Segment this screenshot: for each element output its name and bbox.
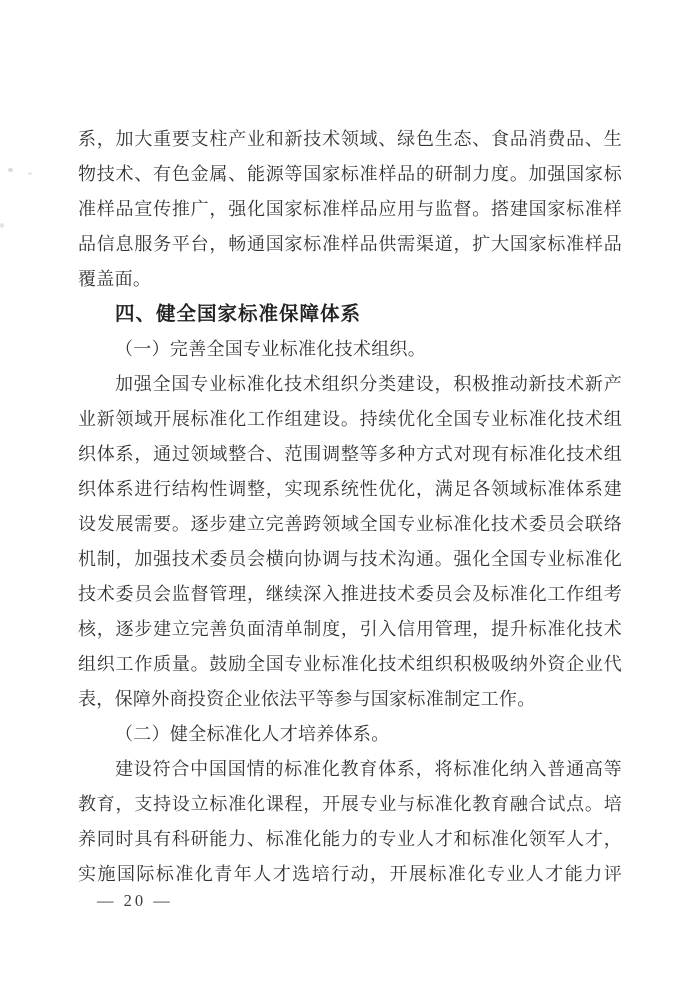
text-line: 建设符合中国国情的标准化教育体系，将标准化纳入普通高等 xyxy=(115,759,622,779)
text-line: 组织工作质量。鼓励全国专业标准化技术组织积极吸纳外资企业代 xyxy=(78,654,622,674)
subsection-heading-2: （二）健全标准化人才培养体系。 xyxy=(115,724,390,744)
text-line: 技术委员会监督管理，继续深入推进技术委员会及标准化工作组考 xyxy=(78,584,622,604)
text-line: 教育，支持设立标准化课程，开展专业与标准化教育融合试点。培 xyxy=(78,794,622,814)
text-line: 系，加大重要支柱产业和新技术领域、绿色生态、食品消费品、生 xyxy=(78,129,622,149)
text-line: 实施国际标准化青年人才选培行动，开展标准化专业人才能力评 xyxy=(78,864,622,884)
text-line: 物技术、有色金属、能源等国家标准样品的研制力度。加强国家标 xyxy=(78,164,622,184)
text-line: 核，逐步建立完善负面清单制度，引入信用管理，提升标准化技术 xyxy=(78,619,622,639)
text-line: 业新领域开展标准化工作组建设。持续优化全国专业标准化技术组 xyxy=(78,409,622,429)
page-number: — 20 — xyxy=(97,891,173,910)
text-line: 加强全国专业标准化技术组织分类建设，积极推动新技术新产 xyxy=(115,374,622,394)
document-body xyxy=(78,122,622,892)
text-line: 机制，加强技术委员会横向协调与技术沟通。强化全国专业标准化 xyxy=(78,549,622,569)
text-line: 养同时具有科研能力、标准化能力的专业人才和标准化领军人才， xyxy=(78,829,622,849)
text-line: 表，保障外商投资企业依法平等参与国家标准制定工作。 xyxy=(78,689,536,709)
scan-artifact xyxy=(28,172,32,175)
text-line: 织体系，通过领域整合、范围调整等多种方式对现有标准化技术组 xyxy=(78,444,622,464)
scan-artifact xyxy=(8,168,13,172)
text-line: 覆盖面。 xyxy=(78,269,152,289)
scan-artifact xyxy=(0,223,4,228)
subsection-heading-1: （一）完善全国专业标准化技术组织。 xyxy=(115,339,427,359)
text-line: 品信息服务平台，畅通国家标准样品供需渠道，扩大国家标准样品 xyxy=(78,234,622,254)
section-heading: 四、健全国家标准保障体系 xyxy=(115,303,362,325)
text-line: 设发展需要。逐步建立完善跨领域全国专业标准化技术委员会联络 xyxy=(78,514,622,534)
text-line: 织体系进行结构性调整，实现系统性优化，满足各领域标准体系建 xyxy=(78,479,622,499)
text-line: 准样品宣传推广，强化国家标准样品应用与监督。搭建国家标准样 xyxy=(78,199,622,219)
